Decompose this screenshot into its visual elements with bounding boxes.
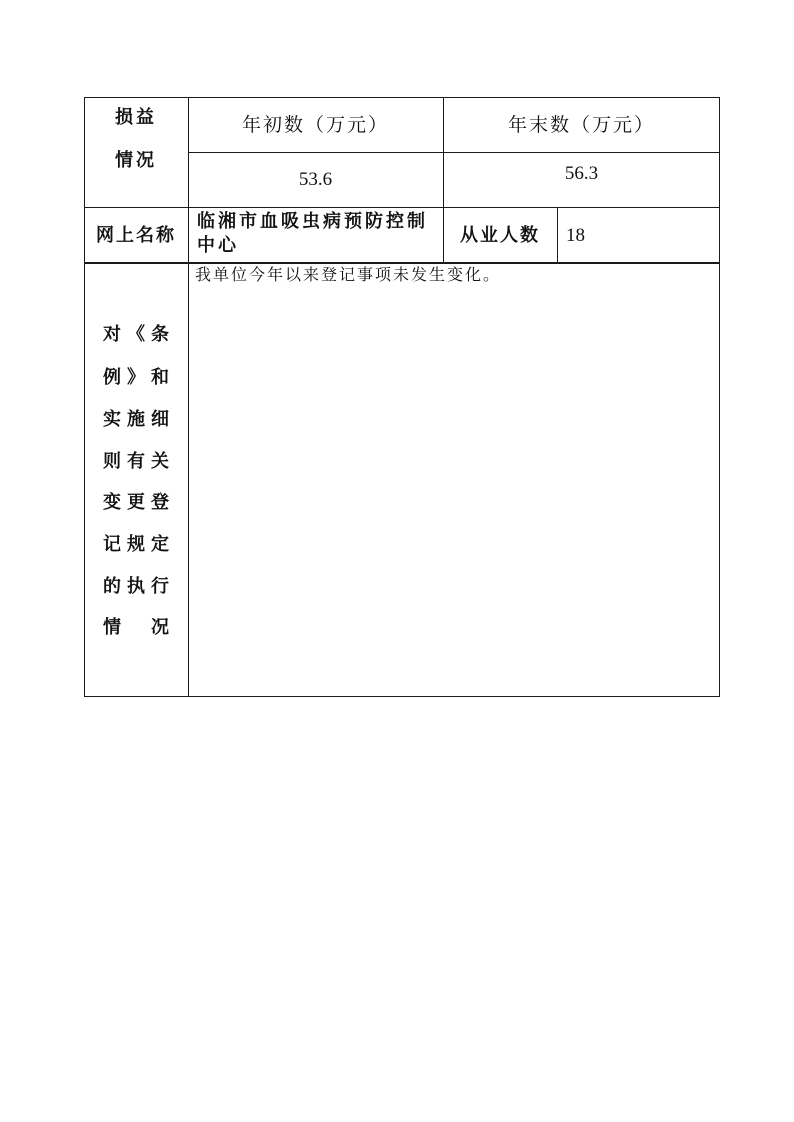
online-name-value-line2: 中心: [197, 235, 239, 256]
online-name-value: 临湘市血吸虫病预防控制: [197, 211, 428, 232]
profit-loss-label: 损益: [115, 107, 157, 128]
start-of-year-value: 53.6: [298, 169, 333, 190]
compliance-label-line: 例》和: [103, 367, 175, 388]
compliance-label-line: 记规定: [103, 534, 175, 555]
table-border-top: [84, 97, 720, 98]
start-of-year-header: 年初数（万元）: [241, 114, 389, 136]
online-name-label: 网上名称: [96, 225, 176, 246]
table-rule-row1: [84, 207, 720, 208]
compliance-label-line: 情 况: [103, 617, 175, 638]
table-rule-header: [188, 152, 720, 153]
end-of-year-value: 56.3: [564, 163, 599, 184]
compliance-label-line: 实施细: [103, 409, 175, 430]
compliance-label-line: 则有关: [103, 451, 175, 472]
profit-loss-label-line2: 情况: [115, 150, 157, 171]
staff-count-value: 18: [566, 225, 585, 246]
end-of-year-header: 年末数（万元）: [507, 114, 655, 136]
compliance-label-line: 对《条: [103, 324, 175, 345]
table-rule-staff: [557, 207, 558, 263]
compliance-content: 我单位今年以来登记事项未发生变化。: [195, 265, 502, 284]
staff-count-label: 从业人数: [460, 225, 540, 246]
compliance-label-line: 变更登: [103, 492, 175, 513]
table-border-bottom: [84, 696, 720, 697]
compliance-label-line: 的执行: [103, 576, 175, 597]
table-border-right: [719, 97, 720, 697]
table-border-left: [84, 97, 85, 697]
